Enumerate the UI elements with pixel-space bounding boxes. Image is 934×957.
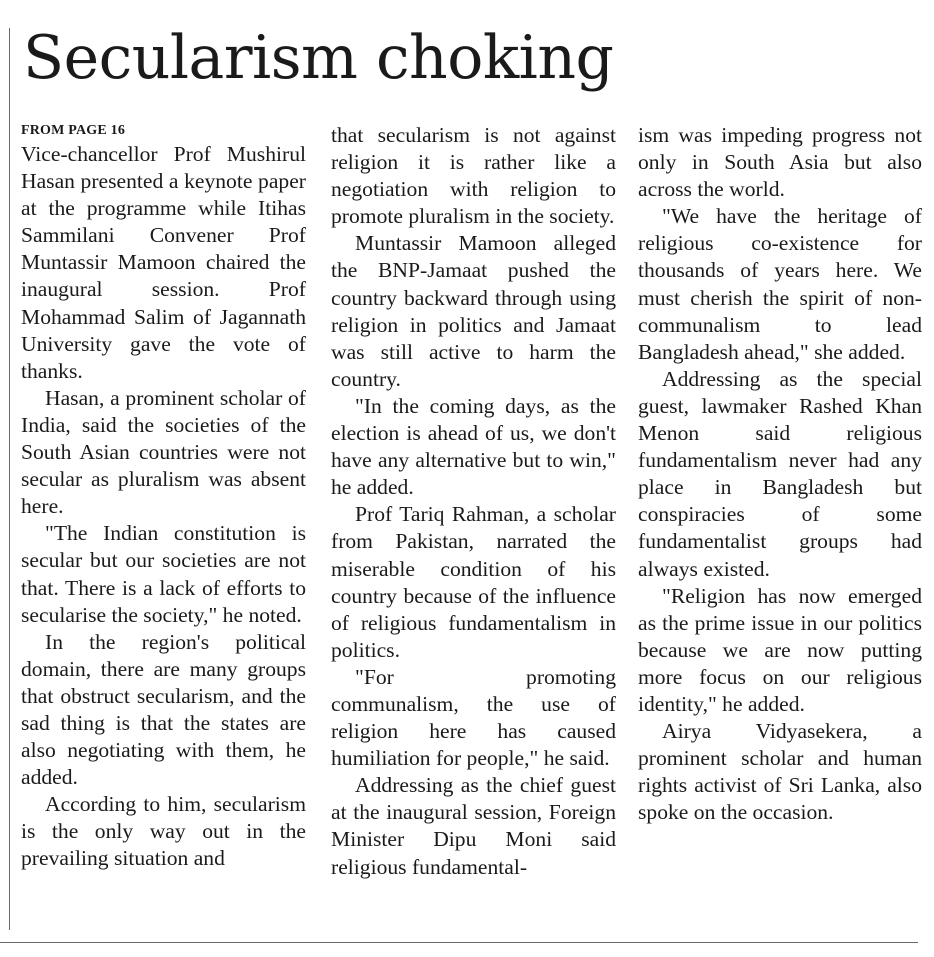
paragraph: Vice-chancellor Prof Mushirul Hasan presented a keynote paper at the programme while Itihas Sammilani Convener Prof Muntassir Mamoon chaired the inaugural session. Prof Mohammad Salim of Jagannath University gave the vote of thanks. <box>21 142 306 383</box>
paragraph: Airya Vidyasekera, a prominent scholar and human rights activist of Sri Lanka, also spoke on the occasion. <box>638 719 922 825</box>
bottom-rule <box>0 942 918 943</box>
paragraph: "Religion has now emerged as the prime issue in our politics because we are now putting more focus on our religious identity," he added. <box>638 583 922 716</box>
paragraph: ism was impeding progress not only in South Asia but also across the world. <box>638 123 922 202</box>
paragraph: According to him, secularism is the only way out in the prevailing situation and <box>21 792 306 871</box>
paragraph: "For promoting communalism, the use of religion here has caused humiliation for people," he said. <box>331 664 616 771</box>
paragraph: "We have the heritage of religious co-existence for thousands of years here. We must cherish the spirit of non-communalism to lead Bangladesh ahead," she added. <box>638 204 922 364</box>
paragraph: Hasan, a prominent scholar of India, said the societies of the South Asian countries were not secular as pluralism was absent here. <box>21 385 306 519</box>
paragraph: "The Indian constitution is secular but our societies are not that. There is a lack of efforts to secularise the society," he noted. <box>21 521 306 627</box>
paragraph: that secularism is not against religion it is rather like a negotiation with religion to promote pluralism in the society. <box>331 123 616 229</box>
article-column-2 <box>331 122 616 881</box>
headline: Secularism choking <box>23 23 614 93</box>
paragraph: Muntassir Mamoon alleged the BNP-Jamaat pushed the country backward through using religion in politics and Jamaat was still active to harm the country. <box>331 231 616 391</box>
left-column-rule <box>9 28 10 930</box>
paragraph: Addressing as the special guest, lawmaker Rashed Khan Menon said religious fundamentalism never had any place in Bangladesh but conspiracies of some fundamentalist groups had always existed. <box>638 366 922 581</box>
paragraph: Prof Tariq Rahman, a scholar from Pakistan, narrated the miserable condition of his country because of the influence of religious fundamentalism in politics. <box>331 502 616 662</box>
paragraph: "In the coming days, as the election is ahead of us, we don't have any alternative but to win," he added. <box>331 393 616 500</box>
paragraph: In the region's political domain, there are many groups that obstruct secularism, and the sad thing is that the states are also negotiating with them, he added. <box>21 629 306 790</box>
article-column-1 <box>21 121 306 873</box>
paragraph: Addressing as the chief guest at the inaugural session, Foreign Minister Dipu Moni said religious fundamental- <box>331 773 616 879</box>
continuation-kicker: FROM PAGE 16 <box>21 123 126 138</box>
article-column-3 <box>638 122 922 826</box>
